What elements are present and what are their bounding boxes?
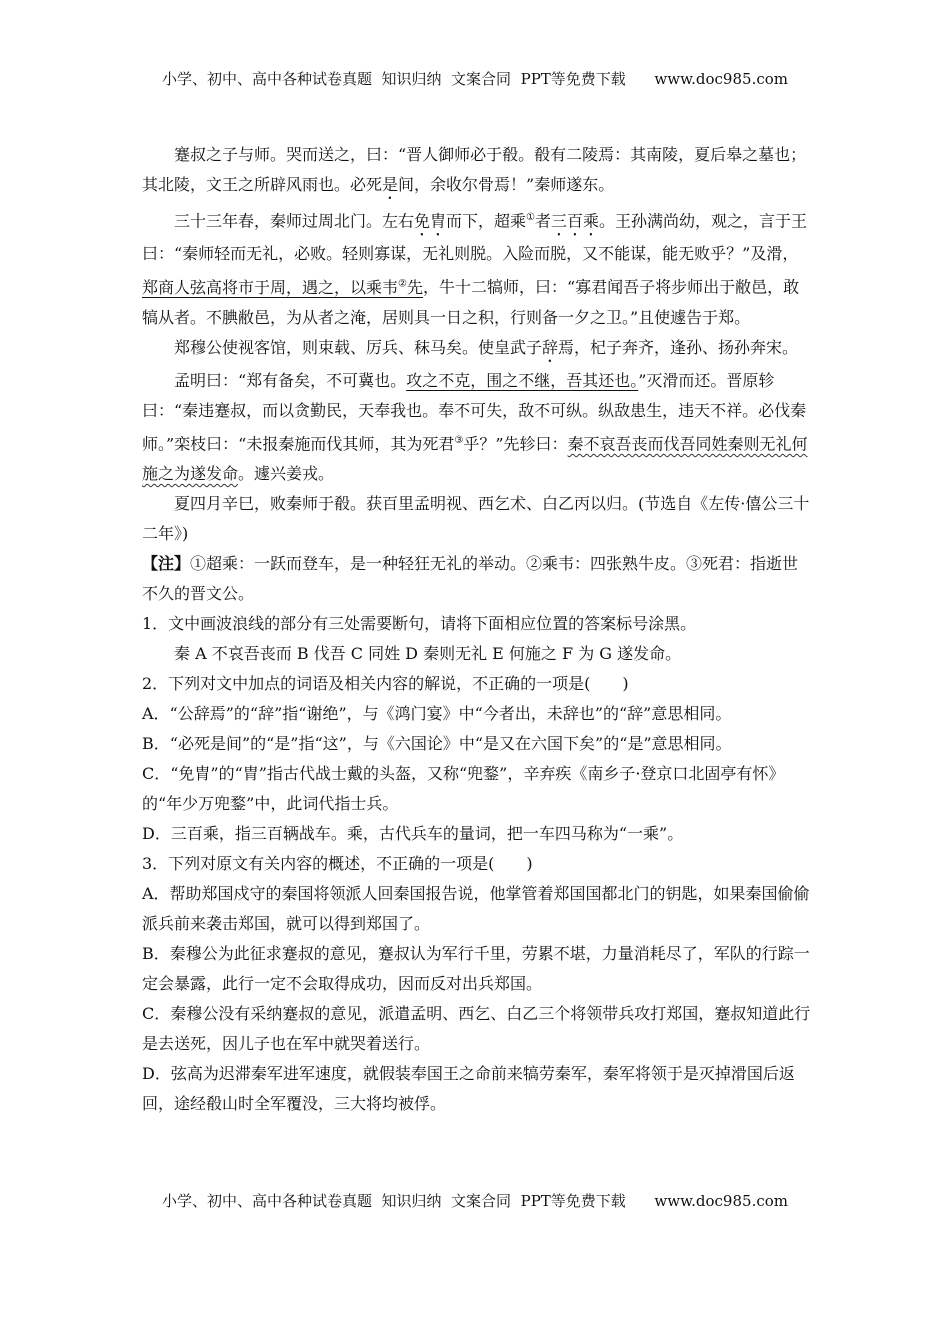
question-3-option-c: C．秦穆公没有采纳蹇叔的意见，派遣孟明、西乞、白乙三个将领带兵攻打郑国，蹇叔知道此行是去送死，因儿子也在军中就哭着送行。 — [142, 1003, 811, 1053]
footnote-marker-3: ③ — [454, 434, 464, 446]
text-run: 者 — [535, 211, 552, 231]
text-run: ，牛十二犒师，曰：“寡君闻吾子将步师出于敝邑，敢犒从者。不腆敝邑，为从者之淹，居则具一日之积，行则备一夕之卫。”且使遽告于郑。 — [142, 277, 800, 327]
question-2-option-b: B．“必死是间”的“是”指“这”，与《六国论》中“是又在六国下矣”的“是”意思相同。 — [142, 733, 732, 753]
question-3-option-d: D．弦高为迟滞秦军进军速度，就假装奉国王之命前来犒劳秦军，秦军将领于是灭掉滑国后返回，途经殽山时全军覆没，三大将均被俘。 — [142, 1063, 795, 1113]
question-2-stem: 2．下列对文中加点的词语及相关内容的解说，不正确的一项是( ) — [142, 673, 629, 693]
footnote-marker-2: ② — [398, 278, 407, 290]
text-run: 间，余收尔骨焉！”秦师遂东。 — [398, 175, 615, 194]
question-2-option-d: D．三百乘，指三百辆战车。乘，古代兵车的量词，把一车四马称为“一乘”。 — [142, 823, 684, 843]
question-3-option-b: B．秦穆公为此征求蹇叔的意见，蹇叔认为军行千里，劳累不堪，力量消耗尽了，军队的行踪一定会暴露，此行一定不会取得成功，因而反对出兵郑国。 — [142, 943, 810, 993]
dotted-word-shi: 是 — [382, 175, 399, 194]
question-3-option-a: A．帮助郑国戍守的秦国将领派人回秦国报告说，他掌管着郑国国都北门的钥匙，如果秦国偷偷派兵前来袭击郑国，就可以得到郑国了。 — [142, 883, 810, 933]
text-run: 焉，杞子奔齐，逢孙、扬孙奔宋。 — [558, 337, 799, 357]
question-2-option-a: A．“公辞焉”的“辞”指“谢绝”，与《鸿门宴》中“今者出，未辞也”的“辞”意思相同。 — [142, 703, 732, 723]
wavy-underlined-sentence: 秦不哀吾丧而伐吾同姓秦则无礼何施之为遂发命 — [142, 433, 808, 483]
footnote-marker-1: ① — [526, 212, 536, 223]
underlined-sentence-1 — [142, 278, 423, 297]
text-run: ”灭滑而还。晋原轸曰：“秦违蹇叔，而以贪勤民，天奉我也。奉不可失，敌不可纵。纵敌患生，违天不祥。必伐秦师。”栾枝曰：“未报秦施而伐其师，其为死君 — [142, 370, 807, 453]
dotted-word-sanbaisheng: 三百乘 — [551, 211, 600, 231]
document-body — [142, 140, 814, 1119]
page-footer: 小学、初中、高中各种试卷真题 知识归纳 文案合同 PPT等免费下载 www.doc985.com — [161, 1192, 788, 1210]
dotted-word-mianzhou: 免胄 — [414, 211, 447, 231]
note-label: 【注】 — [142, 553, 191, 573]
text-run: 蹇叔之子与师。哭而送之，曰：“晋人御师必于殽。殽有二陵焉：其南陵，夏后皋之墓也；其北陵，文王之所辟风雨也。必死 — [142, 145, 807, 194]
passage-paragraph-1 — [142, 140, 814, 203]
text-run: 郑商人弦高将市于周，遇之，以乘韦 — [142, 277, 399, 297]
text-run: 先 — [406, 277, 423, 297]
text-run: 三十三年春，秦师过周北门。左右 — [174, 211, 415, 231]
text-run: 。王孙满尚幼，观之，言于王曰：“秦师轻而无礼，必败。轻则寡谋，无礼则脱。入险而脱，又不能谋，能无败乎？”及滑， — [142, 211, 808, 264]
text-run: 郑穆公使视客馆，则束载、厉兵、秣马矣。使皇武子 — [174, 337, 543, 357]
page-header: 小学、初中、高中各种试卷真题 知识归纳 文案合同 PPT等免费下载 www.doc985.com — [161, 70, 788, 88]
question-2-option-c: C．“免胄”的“胄”指古代战士戴的头盔，又称“兜鍪”，辛弃疾《南乡子·登京口北固亭有怀》的“年少万兜鍪”中，此词代指士兵。 — [142, 763, 785, 813]
note-text: ①超乘：一跃而登车，是一种轻狂无礼的举动。②乘韦：四张熟牛皮。③死君：指逝世不久的晋文公。 — [142, 553, 799, 603]
text-run: 而下，超乘 — [446, 211, 527, 231]
passage-paragraph-2 — [142, 203, 814, 333]
underlined-sentence-2: 攻之不克，围之不继，吾其还也。 — [406, 370, 639, 390]
passage-paragraph-5: 夏四月辛巳，败秦师于殽。获百里孟明视、西乞术、白乙丙以归。(节选自《左传·僖公三十二年》) — [142, 493, 810, 543]
passage-paragraph-4 — [142, 366, 814, 489]
question-1-sentence: 秦 A 不哀吾丧而 B 伐吾 C 同姓 D 秦则无礼 E 何施之 F 为 G 遂发命。 — [174, 643, 682, 663]
question-3-stem: 3．下列对原文有关内容的概述，不正确的一项是( ) — [142, 853, 533, 873]
dotted-word-ci: 辞 — [542, 337, 559, 357]
annotation-note — [142, 549, 814, 609]
text-run: 。遽兴姜戎。 — [238, 463, 335, 483]
text-run: 孟明曰：“郑有备矣，不可冀也。 — [174, 370, 407, 390]
text-run: 乎？”先轸曰： — [463, 433, 568, 453]
passage-paragraph-3 — [142, 333, 814, 366]
question-1-stem: 1．文中画波浪线的部分有三处需要断句，请将下面相应位置的答案标号涂黑。 — [142, 613, 697, 633]
